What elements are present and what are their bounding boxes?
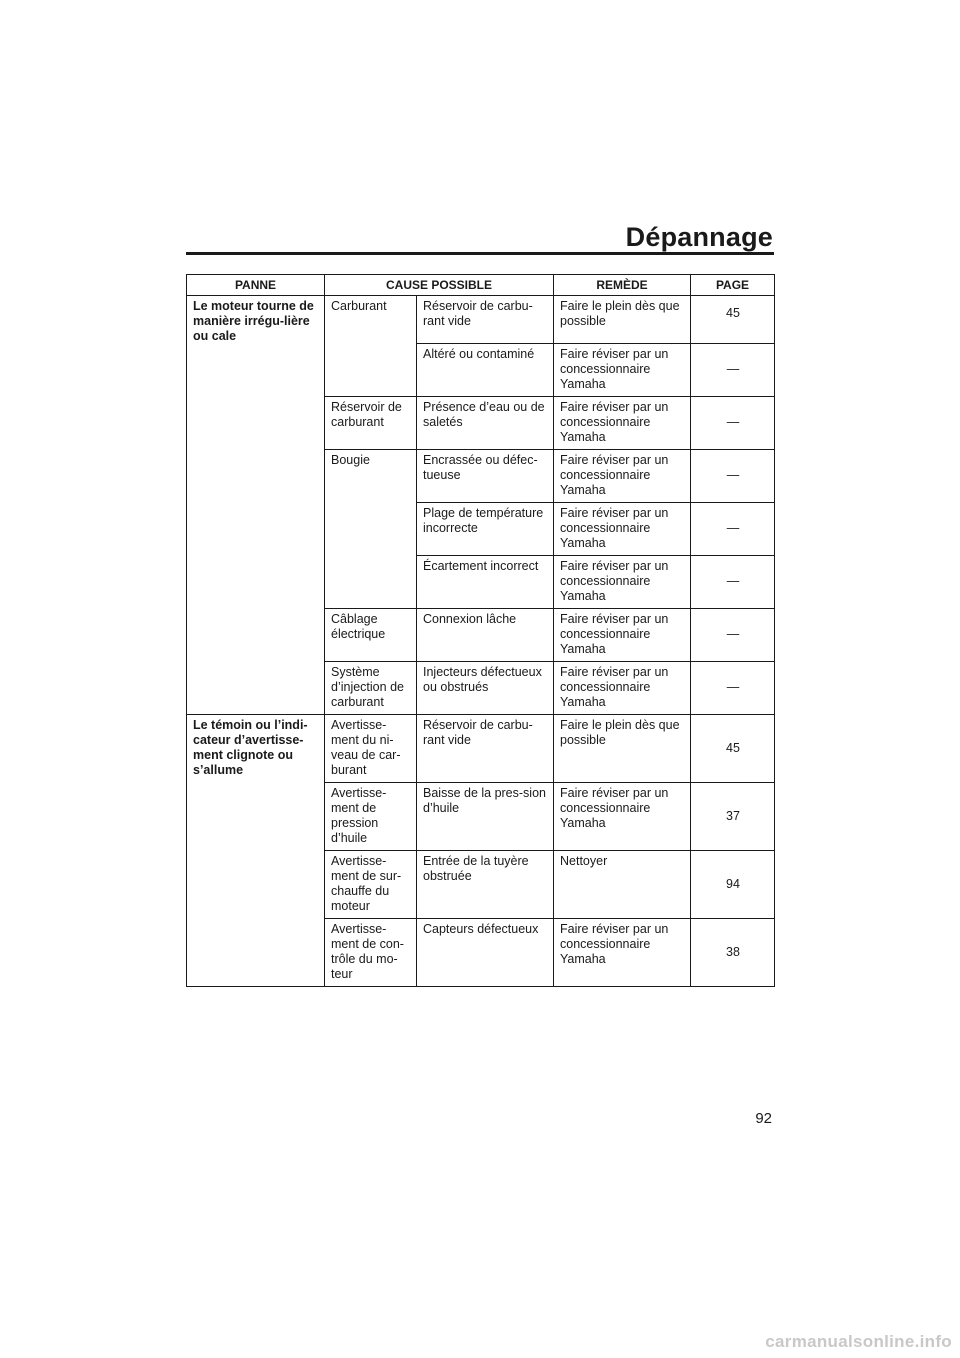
- cause-cell: Carburant: [325, 296, 417, 397]
- detail-cell: Injecteurs défectueux ou obstrués: [417, 662, 554, 715]
- cause-cell: Avertisse-ment de sur-chauffe du moteur: [325, 851, 417, 919]
- header-remede: REMÈDE: [554, 275, 691, 296]
- cause-cell: Avertisse-ment de pression d’huile: [325, 783, 417, 851]
- remede-cell: Faire réviser par un concessionnaire Yamaha: [554, 783, 691, 851]
- panne-cell: Le témoin ou l’indi-cateur d’avertisse-ment clignote ou s’allume: [187, 715, 325, 987]
- page-cell: 45: [691, 715, 775, 783]
- detail-cell: Présence d’eau ou de saletés: [417, 397, 554, 450]
- remede-cell: Faire réviser par un concessionnaire Yamaha: [554, 556, 691, 609]
- detail-cell: Connexion lâche: [417, 609, 554, 662]
- cause-cell: Système d’injection de carburant: [325, 662, 417, 715]
- remede-cell: Faire réviser par un concessionnaire Yamaha: [554, 450, 691, 503]
- detail-cell: Entrée de la tuyère obstruée: [417, 851, 554, 919]
- header-panne: PANNE: [187, 275, 325, 296]
- page-title: Dépannage: [625, 222, 773, 252]
- remede-cell: Faire réviser par un concessionnaire Yamaha: [554, 344, 691, 397]
- page-cell: 37: [691, 783, 775, 851]
- remede-cell: Faire réviser par un concessionnaire Yamaha: [554, 919, 691, 987]
- remede-cell: Faire le plein dès que possible: [554, 715, 691, 783]
- cause-cell: Câblage électrique: [325, 609, 417, 662]
- cause-cell: Avertisse-ment de con-trôle du mo-teur: [325, 919, 417, 987]
- cause-cell: Avertisse-ment du ni-veau de car-burant: [325, 715, 417, 783]
- table-row: [187, 715, 775, 783]
- page-cell: —: [691, 556, 775, 609]
- table-header-row: [187, 275, 775, 296]
- watermark: carmanualsonline.info: [765, 1332, 952, 1351]
- detail-cell: Altéré ou contaminé: [417, 344, 554, 397]
- remede-cell: Faire réviser par un concessionnaire Yamaha: [554, 397, 691, 450]
- header-page: PAGE: [691, 275, 775, 296]
- remede-cell: Faire le plein dès que possible: [554, 296, 691, 344]
- cause-cell: Bougie: [325, 450, 417, 609]
- page-cell: —: [691, 503, 775, 556]
- page-cell: —: [691, 397, 775, 450]
- detail-cell: Encrassée ou défec-tueuse: [417, 450, 554, 503]
- detail-cell: Réservoir de carbu-rant vide: [417, 296, 554, 344]
- page-number: 92: [755, 1110, 772, 1127]
- detail-cell: Plage de température incorrecte: [417, 503, 554, 556]
- table-row: [187, 296, 775, 344]
- remede-cell: Faire réviser par un concessionnaire Yamaha: [554, 609, 691, 662]
- title-rule: [186, 252, 774, 255]
- detail-cell: Baisse de la pres-sion d’huile: [417, 783, 554, 851]
- page-cell: 94: [691, 851, 775, 919]
- remede-cell: Faire réviser par un concessionnaire Yamaha: [554, 662, 691, 715]
- page-cell: 38: [691, 919, 775, 987]
- page-cell: —: [691, 662, 775, 715]
- page-cell: —: [691, 450, 775, 503]
- page-cell: —: [691, 609, 775, 662]
- detail-cell: Écartement incorrect: [417, 556, 554, 609]
- page-cell: 45: [691, 296, 775, 344]
- troubleshooting-table: [186, 274, 775, 987]
- detail-cell: Capteurs défectueux: [417, 919, 554, 987]
- panne-cell: Le moteur tourne de manière irrégu-lière ou cale: [187, 296, 325, 715]
- remede-cell: Faire réviser par un concessionnaire Yamaha: [554, 503, 691, 556]
- header-cause: CAUSE POSSIBLE: [325, 275, 554, 296]
- detail-cell: Réservoir de carbu-rant vide: [417, 715, 554, 783]
- cause-cell: Réservoir de carburant: [325, 397, 417, 450]
- remede-cell: Nettoyer: [554, 851, 691, 919]
- page-cell: —: [691, 344, 775, 397]
